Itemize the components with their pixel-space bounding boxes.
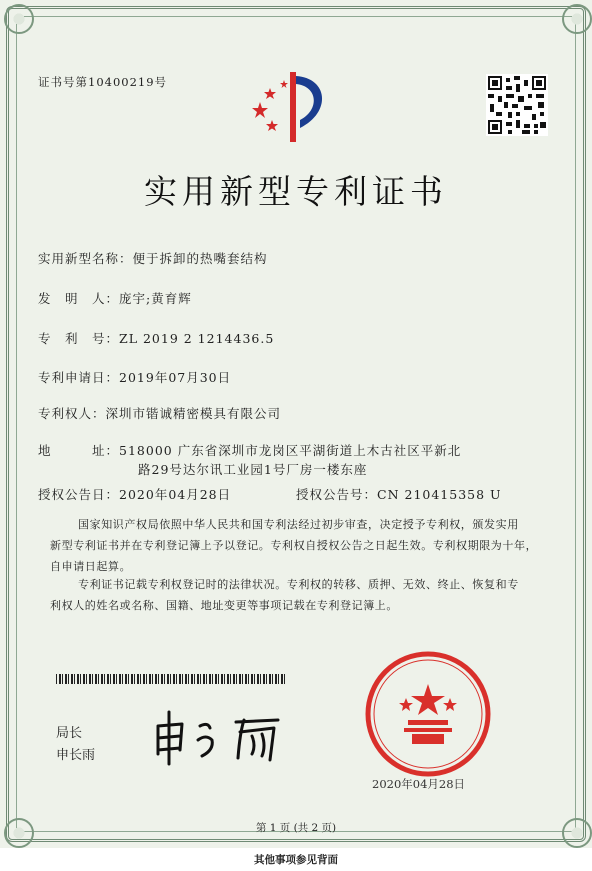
field-label: 实用新型名称：	[38, 251, 133, 266]
field-label: 授权公告日：	[38, 487, 120, 502]
corner-ornament-top-right	[562, 4, 592, 34]
grant-number: CN 210415358 U	[377, 487, 502, 502]
field-label: 授权公告号：	[296, 487, 378, 502]
filing-date: 2019年07月30日	[119, 370, 232, 385]
corner-ornament-top-left	[4, 4, 34, 34]
certificate-title: 实用新型专利证书	[144, 172, 448, 211]
filing-date-row	[38, 368, 231, 386]
grant-date-row	[38, 485, 231, 503]
official-seal-icon	[362, 648, 494, 780]
address-line-1: 518000 广东省深圳市龙岗区平湖街道上木古社区平新北	[119, 443, 462, 458]
inventor-names: 庞宇;黄育辉	[119, 291, 192, 306]
patentee-row	[38, 404, 281, 422]
grant-date: 2020年04月28日	[119, 487, 232, 502]
inventor-row	[38, 289, 192, 307]
seal-date: 2020年04月28日	[372, 777, 466, 791]
utility-model-name-row	[38, 249, 268, 267]
address-line-2: 路29号达尔讯工业园1号厂房一楼东座	[138, 462, 368, 477]
field-label: 地 址：	[38, 443, 120, 458]
qr-code-icon	[486, 74, 548, 136]
patent-number-row	[38, 329, 274, 347]
field-label: 发 明 人：	[38, 291, 120, 306]
paragraph-2-line-1: 专利证书记载专利权登记时的法律状况。专利权的转移、质押、无效、终止、恢复和专	[78, 578, 519, 591]
paragraph-1-line-1: 国家知识产权局依照中华人民共和国专利法经过初步审查，决定授予专利权，颁发实用	[78, 518, 519, 531]
paragraph-2-line-2: 利权人的姓名或名称、国籍、地址变更等事项记载在专利登记簿上。	[50, 599, 398, 612]
field-label: 专 利 号：	[38, 331, 120, 346]
director-signature-icon	[148, 706, 298, 766]
field-label: 专利申请日：	[38, 370, 120, 385]
footer-note: 其他事项参见背面	[254, 854, 338, 866]
paragraph-1-line-2: 新型专利证书并在专利登记簿上予以登记。专利权自授权公告之日起生效。专利权期限为十年，	[50, 539, 538, 552]
director-name: 申长雨	[56, 748, 96, 763]
paragraph-1-line-3: 自申请日起算。	[50, 560, 132, 573]
cnipa-logo-icon	[250, 68, 336, 146]
utility-model-name: 便于拆卸的热嘴套结构	[132, 251, 268, 266]
page-number: 第 1 页 (共 2 页)	[255, 822, 337, 834]
grant-number-row	[296, 485, 502, 503]
barcode	[56, 674, 286, 684]
director-title: 局长	[56, 726, 83, 741]
address-row	[38, 441, 461, 459]
field-label: 专利权人：	[38, 406, 106, 421]
patent-number: ZL 2019 2 1214436.5	[119, 331, 275, 346]
patentee-name: 深圳市锴诚精密模具有限公司	[105, 406, 282, 421]
certificate-number: 证书号第10400219号	[38, 75, 168, 89]
